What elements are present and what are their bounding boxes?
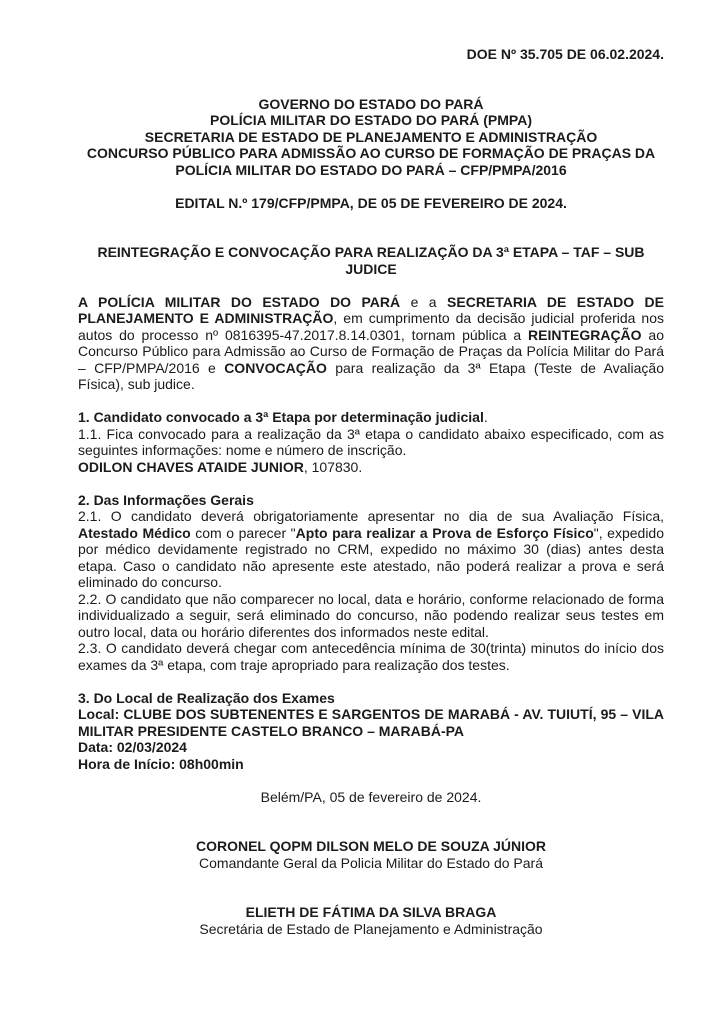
document-header — [78, 96, 664, 179]
signature-commander — [78, 838, 664, 871]
edital-title: EDITAL N.º 179/CFP/PMPA, DE 05 DE FEVEREIRO DE 2024. — [175, 194, 567, 211]
exam-location-line: Local: CLUBE DOS SUBTENENTES E SARGENTOS DE MARABÁ - AV. TUIUTÍ, 95 – VILA MILITAR PRESIDENTE CASTELO BRANCO – MARABÁ-PA — [78, 706, 664, 739]
section-2-heading: 2. Das Informações Gerais — [78, 491, 254, 508]
place-date-line: Belém/PA, 05 de fevereiro de 2024. — [260, 788, 482, 805]
signatory-title: Secretária de Estado de Planejamento e Administração — [199, 920, 543, 937]
signatory-title: Comandante Geral da Policia Militar do Estado do Pará — [199, 854, 543, 871]
section-3-heading: 3. Do Local de Realização dos Exames — [78, 689, 335, 706]
section-1-candidate — [78, 409, 664, 475]
header-line-institution: POLÍCIA MILITAR DO ESTADO DO PARÁ (PMPA) — [210, 112, 532, 128]
section-2-general-info — [78, 492, 664, 674]
section-1-heading: 1. Candidato convocado a 3ª Etapa por determinação judicial. — [78, 409, 488, 425]
subject-title: REINTEGRAÇÃO E CONVOCAÇÃO PARA REALIZAÇÃO DA 3ª ETAPA – TAF – SUB JUDICE — [97, 244, 645, 277]
header-line-contest-2: POLÍCIA MILITAR DO ESTADO DO PARÁ – CFP/PMPA/2016 — [175, 161, 567, 178]
section-3-exam-location — [78, 690, 664, 773]
signatory-name: CORONEL QOPM DILSON MELO DE SOUZA JÚNIOR — [195, 838, 547, 854]
candidate-name-line: ODILON CHAVES ATAIDE JUNIOR, 107830. — [78, 458, 363, 475]
header-line-government: GOVERNO DO ESTADO DO PARÁ — [258, 95, 484, 112]
signatory-name: ELIETH DE FÁTIMA DA SILVA BRAGA — [245, 904, 497, 920]
section-2-item-2-2: 2.2. O candidato que não comparecer no local, data e horário, conforme relacionado de forma individualizado a seguir, será eliminado do concurso, não podendo realizar seus testes em outro local, data ou horário diferentes dos informados neste edital. — [78, 590, 664, 640]
signature-secretary — [78, 904, 664, 937]
header-line-secretariat: SECRETARIA DE ESTADO DE PLANEJAMENTO E ADMINISTRAÇÃO — [144, 128, 598, 145]
exam-date-line: Data: 02/03/2024 — [78, 739, 187, 755]
exam-start-time-line: Hora de Início: 08h00min — [78, 755, 244, 772]
doe-reference: DOE Nº 35.705 DE 06.02.2024. — [466, 46, 664, 62]
section-2-item-2-3: 2.3. O candidato deverá chegar com antecedência mínima de 30(trinta) minutos do início dos exames da 3ª etapa, com traje apropriado para realização dos testes. — [78, 640, 664, 673]
section-2-item-2-1: 2.1. O candidato deverá obrigatoriamente apresentar no dia de sua Avaliação Física, Atestado Médico com o parecer "Apto para realizar a Prova de Esforço Físico", expedido por médico devidamente registrado no CRM, expedido no máximo 30 (dias) antes desta etapa. Caso o candidato não apresente este atestado, não poderá realizar a prova e será eliminado do concurso. — [78, 508, 665, 590]
section-1-item-1-1: 1.1. Fica convocado para a realização da 3ª etapa o candidato abaixo especificado, com as seguintes informações: nome e número de inscrição. — [78, 425, 664, 458]
header-line-contest-1: CONCURSO PÚBLICO PARA ADMISSÃO AO CURSO DE FORMAÇÃO DE PRAÇAS DA — [86, 145, 656, 161]
intro-paragraph: A POLÍCIA MILITAR DO ESTADO DO PARÁ e a SECRETARIA DE ESTADO DE PLANEJAMENTO E ADMINISTRAÇÃO, em cumprimento da decisão judicial proferida nos autos do processo nº 0816395-47.2017.8.14.0301, tornam pública a REINTEGRAÇÃO ao Concurso Público para Admissão ao Curso de Formação de Praças da Polícia Militar do Pará – CFP/PMPA/2016 e CONVOCAÇÃO para realização da 3ª Etapa (Teste de Avaliação Física), sub judice. — [78, 293, 665, 392]
